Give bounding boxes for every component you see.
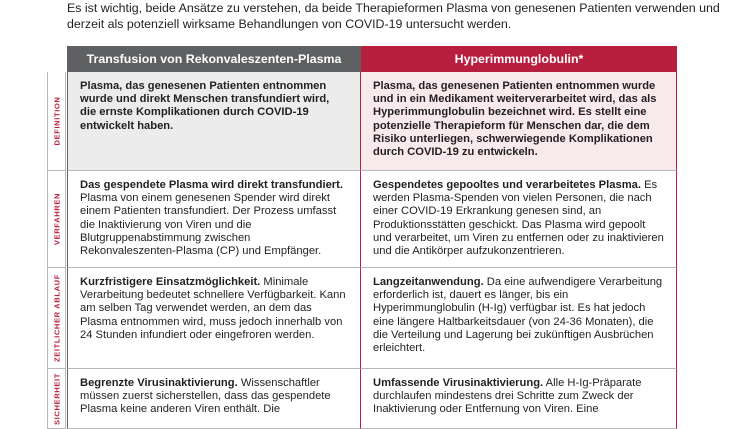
procedure-right-cell: Gespendetes gepooltes und verarbeitetes Plasma. Es werden Plasma-Spenden von vielen Personen, die nach einer COVID-19 Erkrankung genesen sind, an Produktionsstätten geschickt. Das Plasma wird gepoolt und verarbeitet, um Viren zu entfernen oder zu inaktivieren und die Antikörper aufzukonzentrieren. [361,171,677,268]
timeline-right-cell: Langzeitanwendung. Da eine aufwendigere Verarbeitung erforderlich ist, dauert es länger, bis ein Hyperimmunglobulin (H-Ig) verfügbar ist. Es hat jedoch eine längere Haltbarkeitsdauer (von 24-36 Monaten), die die Verteilung und Lagerung bei zukünftigen Ausbrüchen erleichtert. [361,268,677,369]
definition-right-cell: Plasma, das genesenen Patienten entnommen wurde und in ein Medikament weiterverarbeitet wird, das als Hyperimmunglobulin bezeichnet wird. Es stellt eine potenzielle Therapieform für Menschen dar, die dem Risiko unterliegen, schwerwiegende Komplikationen durch COVID-19 zu entwickeln. [361,72,677,171]
row-procedure [47,171,677,268]
header-convalescent-plasma: Transfusion von Rekonvaleszenten-Plasma [67,46,361,72]
row-label: DEFINITION [47,72,66,171]
safety-left-cell: Begrenzte Virusinaktivierung. Wissenschaftler müssen zuerst sicherstellen, dass das gespendete Plasma keine anderen Viren enthält. Die [67,369,361,429]
row-definition [47,72,677,171]
row-safety [47,369,677,429]
row-label: VERFAHREN [47,171,66,268]
row-timeline [47,268,677,369]
timeline-left-cell: Kurzfristigere Einsatzmöglichkeit. Minimale Verarbeitung bedeutet schnellere Verfügbarkeit. Kann am selben Tag verwendet werden, an dem das Plasma entnommen wird, muss jedoch innerhalb von 24 Stunden infundiert oder eingefroren werden. [67,268,361,369]
definition-left-cell: Plasma, das genesenen Patienten entnommen wurde und direkt Menschen transfundiert wird, die ernste Komplikationen durch COVID-19 entwickelt haben. [67,72,361,171]
row-label: SICHERHEIT [47,369,66,429]
safety-right-cell: Umfassende Virusinaktivierung. Alle H-Ig-Präparate durchlaufen mindestens drei Schritte zum Zweck der Inaktivierung oder Entfernung von Viren. Eine [361,369,677,429]
procedure-left-cell: Das gespendete Plasma wird direkt transfundiert. Plasma von einem genesenen Spender wird direkt einem Patienten transfundiert. Der Prozess umfasst die Inaktivierung von Viren und die Blutgruppenabstimmung zwischen Rekonvaleszenten-Plasma (CP) und Empfänger. [67,171,361,268]
row-label: ZEITLICHER ABLAUF [47,268,66,369]
header-hyperimmunoglobulin: Hyperimmunglobulin* [361,46,677,72]
intro-text: Es ist wichtig, beide Ansätze zu verstehen, da beide Therapieformen Plasma von genesenen Patienten verwenden und derzeit als potenziell wirksame Behandlungen von COVID-19 untersucht werden. [67,1,720,31]
